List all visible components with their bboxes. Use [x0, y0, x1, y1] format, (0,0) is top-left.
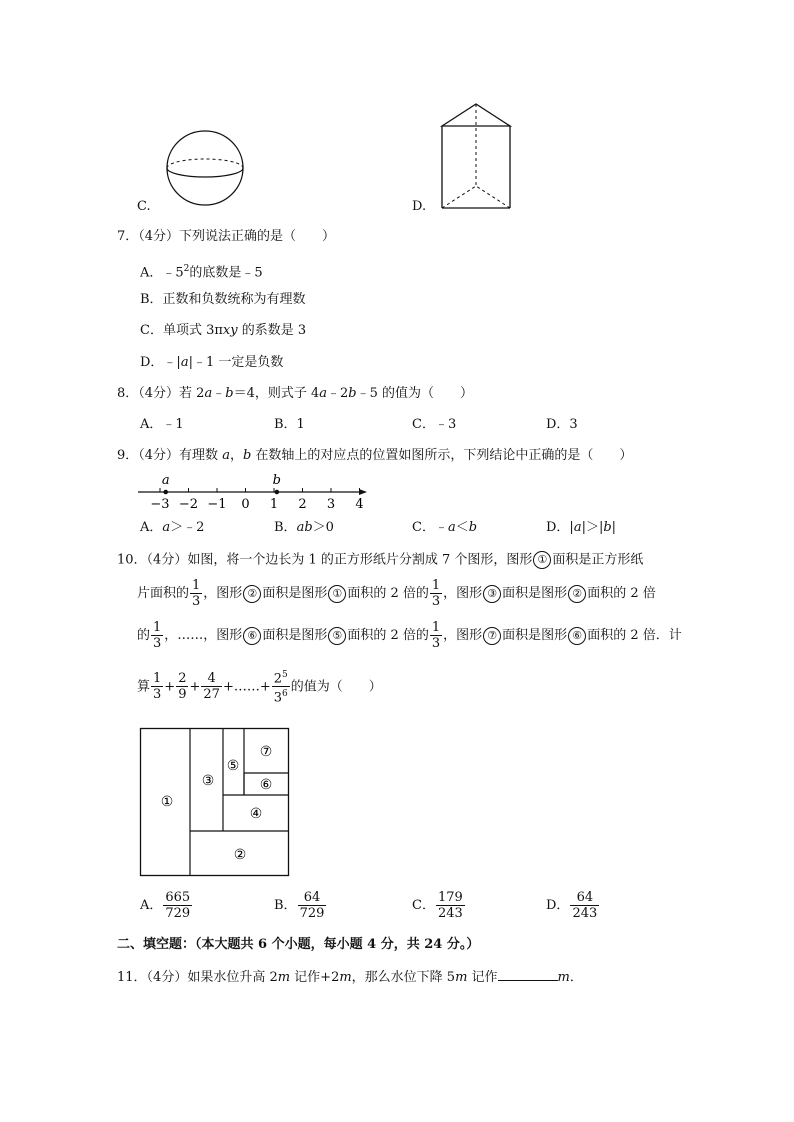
point-a-label: a [161, 473, 170, 488]
prism-figure [440, 102, 515, 212]
point-a [163, 490, 168, 495]
q9-stem: 9．（4分）有理数 a，b 在数轴上的对应点的位置如图所示，下列结论中正确的是（ ） [117, 448, 633, 463]
sum-term-last: $\frac{2^5}{3^6}$ [273, 670, 288, 706]
q9-option-c: C．﹣a＜b [412, 520, 478, 535]
point-b-label: b [272, 473, 282, 488]
axis-tick-label: 4 [355, 497, 364, 512]
region-2-label: ② [233, 847, 247, 863]
region-5-label: ⑤ [226, 758, 240, 774]
point-b [275, 490, 280, 495]
axis-tick-label: 2 [298, 497, 307, 512]
region-3-label: ③ [201, 773, 215, 789]
region-7-label: ⑦ [259, 744, 273, 760]
q8-stem: 8．（4分）若 2a﹣b＝4，则式子 4a﹣2b﹣5 的值为（ ） [117, 386, 474, 401]
axis-arrow [359, 489, 367, 495]
q8-option-c: C．﹣3 [412, 417, 457, 432]
q10-option-a: A． $\frac{665}{729}$ [140, 890, 191, 921]
q7-option-a: A．$﹣5^2$的底数是﹣5 [140, 264, 263, 281]
section-2-title: 二、填空题：（本大题共 6 个小题，每小题 4 分，共 24 分。） [117, 937, 480, 952]
answer-blank[interactable] [498, 968, 558, 981]
fraction: $\frac{1}{3}$ [431, 578, 441, 609]
option-c-label: C. [137, 199, 151, 214]
q11-stem: 11．（4分）如果水位升高 2m 记作+2m，那么水位下降 5m 记作 m． [117, 970, 583, 985]
q10-option-c: C． $\frac{179}{243}$ [412, 890, 463, 921]
q10-option-d: D． $\frac{64}{243}$ [546, 890, 598, 921]
region-6-label: ⑥ [259, 777, 273, 793]
axis-tick-label: −3 [150, 497, 170, 512]
q10-line2: 片面积的 $\frac{1}{3}$ ，图形 ② 面积是图形 ① 面积的 2 倍的 $\frac{1}{3}$ ，图形 ③ 面积是图形 ② 面积的 2 倍 [137, 578, 656, 609]
q7-option-b: B．正数和负数统称为有理数 [140, 292, 306, 307]
fraction: $\frac{1}{3}$ [431, 620, 441, 651]
q9-option-d: D．|a|＞|b| [546, 520, 617, 535]
option-d-label: D. [412, 199, 427, 214]
q8-option-b: B．1 [274, 417, 305, 432]
axis-tick-label: 1 [269, 497, 279, 512]
q10-line4: 算 $\frac{1}{3}$ + $\frac{2}{9}$ + $\frac{4}{27}$ +……+ $\frac{2^5}{3^6}$ 的值为（ ） [137, 670, 382, 706]
q10-option-b: B． $\frac{64}{729}$ [274, 890, 325, 921]
axis-tick-label: 0 [241, 497, 250, 512]
fraction: $\frac{1}{3}$ [153, 620, 162, 651]
sum-term-1: $\frac{1}{3}$ [153, 671, 162, 703]
axis-tick-label: 3 [326, 497, 336, 512]
q8-option-d: D．3 [546, 417, 578, 432]
q7-stem: 7．（4分）下列说法正确的是（ ） [117, 229, 336, 244]
q10-line3: 的 $\frac{1}{3}$ ，……，图形 ⑥ 面积是图形 ⑤ 面积的 2 倍的 $\frac{1}{3}$ ，图形 ⑦ 面积是图形 ⑥ 面积的 2 倍．计 [137, 620, 682, 651]
q10-line1: 10．（4分）如图，将一个边长为 1 的正方形纸片分割成 7 个图形，图形 ① 面积是正方形纸 [117, 552, 644, 568]
number-line [135, 468, 375, 516]
axis-tick-label: −2 [178, 497, 199, 512]
sum-term-2: $\frac{2}{9}$ [178, 671, 187, 703]
axis-tick-label: −1 [207, 497, 227, 512]
fraction: $\frac{1}{3}$ [192, 578, 201, 609]
q9-option-a: A．a＞﹣2 [140, 520, 205, 535]
q9-option-b: B．ab＞0 [274, 520, 334, 535]
region-1-label: ① [160, 794, 174, 810]
sum-term-3: $\frac{4}{27}$ [203, 671, 220, 703]
square-partition-figure [140, 728, 290, 878]
sphere-figure [160, 128, 250, 208]
circle-1: ① [533, 551, 551, 569]
q7-option-c: C．单项式 3πxy 的系数是 3 [140, 323, 307, 338]
q7-option-d: D．﹣|a|﹣1 一定是负数 [140, 355, 284, 370]
q8-option-a: A．﹣1 [140, 417, 184, 432]
region-4-label: ④ [249, 806, 263, 822]
